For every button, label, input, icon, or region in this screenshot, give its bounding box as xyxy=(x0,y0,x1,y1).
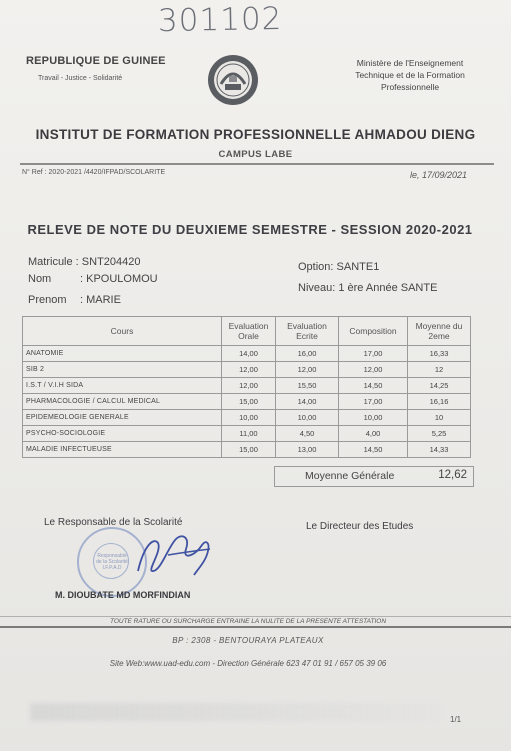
course-name: EPIDEMEOLOGIE GENERALE xyxy=(23,410,222,426)
footer-thin-rule xyxy=(0,616,511,617)
moyenne-generale-value: 12,62 xyxy=(438,469,467,481)
postal-address: BP : 2308 - BENTOURAYA PLATEAUX xyxy=(172,636,324,645)
scan-shadow xyxy=(30,703,440,721)
header-cours: Cours xyxy=(23,317,222,346)
reference-number: N° Ref : 2020-2021 /4420/IFPAD/SCOLARITE xyxy=(22,169,166,176)
composition: 14,50 xyxy=(339,442,408,458)
ministry-heading xyxy=(340,57,480,93)
ministry-line: Ministère de l'Enseignement xyxy=(356,58,464,68)
course-name: MALADIE INFECTUEUSE xyxy=(23,442,222,458)
eval-ecrite: 13,00 xyxy=(276,442,339,458)
nom-label: Nom xyxy=(28,273,52,285)
moyenne: 14,33 xyxy=(408,442,471,458)
contact-info: Site Web:www.uad-edu.com - Direction Générale 623 47 01 91 / 657 05 39 06 xyxy=(109,659,387,668)
table-header-row xyxy=(23,317,471,346)
table-row xyxy=(23,394,471,410)
grades-table xyxy=(22,316,471,458)
stamp-line: I.F.P.A.D xyxy=(102,565,122,571)
header-moyenne: Moyenne du 2eme xyxy=(408,317,471,346)
nom-value: : KPOULOMOU xyxy=(80,273,158,285)
moyenne: 12 xyxy=(408,362,471,378)
page-number: 1/1 xyxy=(450,715,462,724)
moyenne-generale-box xyxy=(274,466,474,487)
stamp-line: de la Scolarité xyxy=(96,559,128,565)
moyenne: 5,25 xyxy=(408,426,471,442)
institution-name: INSTITUT DE FORMATION PROFESSIONNELLE AHMADOU DIENG xyxy=(35,127,476,142)
header-composition: Composition xyxy=(339,317,408,346)
stamp-line: Responsable xyxy=(97,553,127,559)
republic-heading: REPUBLIQUE DE GUINEE xyxy=(26,55,166,67)
scolarite-responsible-title: Le Responsable de la Scolarité xyxy=(44,517,183,528)
eval-ecrite: 12,00 xyxy=(276,362,339,378)
nullity-warning: TOUTE RATURE OU SURCHARGE ENTRAINE LA NULITE DE LA PRESENTE ATTESTATION xyxy=(109,618,387,625)
eval-orale: 10,00 xyxy=(222,410,276,426)
document-date: le, 17/09/2021 xyxy=(410,170,468,180)
handwritten-signature xyxy=(110,525,220,585)
eval-ecrite: 4,50 xyxy=(276,426,339,442)
composition: 17,00 xyxy=(339,346,408,362)
header-eval-orale: Evaluation Orale xyxy=(222,317,276,346)
niveau: Niveau: 1 ère Année SANTE xyxy=(298,282,438,294)
course-name: ANATOMIE xyxy=(23,346,222,362)
course-name: SIB 2 xyxy=(23,362,222,378)
signer-name: M. DIOUBATE MD MORFINDIAN xyxy=(55,590,191,600)
eval-orale: 12,00 xyxy=(222,362,276,378)
composition: 17,00 xyxy=(339,394,408,410)
course-name: PSYCHO-SOCIOLOGIE xyxy=(23,426,222,442)
moyenne: 10 xyxy=(408,410,471,426)
eval-ecrite: 16,00 xyxy=(276,346,339,362)
matricule: Matricule : SNT204420 xyxy=(28,256,141,268)
table-row xyxy=(23,426,471,442)
table-row xyxy=(23,346,471,362)
prenom-label: Prenom xyxy=(28,294,67,306)
option: Option: SANTE1 xyxy=(298,261,380,273)
moyenne-generale-label: Moyenne Générale xyxy=(305,470,395,482)
prenom-value: : MARIE xyxy=(80,294,121,306)
table-row xyxy=(23,442,471,458)
table-row xyxy=(23,378,471,394)
moyenne: 16,16 xyxy=(408,394,471,410)
eval-ecrite: 15,50 xyxy=(276,378,339,394)
eval-orale: 15,00 xyxy=(222,442,276,458)
moyenne: 14,25 xyxy=(408,378,471,394)
eval-orale: 11,00 xyxy=(222,426,276,442)
table-row xyxy=(23,362,471,378)
footer-rule xyxy=(0,626,511,628)
composition: 4,00 xyxy=(339,426,408,442)
eval-ecrite: 10,00 xyxy=(276,410,339,426)
composition: 12,00 xyxy=(339,362,408,378)
course-name: PHARMACOLOGIE / CALCUL MEDICAL xyxy=(23,394,222,410)
campus-name: CAMPUS LABE xyxy=(218,149,293,160)
moyenne: 16,33 xyxy=(408,346,471,362)
national-motto: Travail - Justice - Solidarité xyxy=(38,75,123,82)
eval-ecrite: 14,00 xyxy=(276,394,339,410)
course-name: I.S.T / V.I.H SIDA xyxy=(23,378,222,394)
institution-logo xyxy=(207,54,259,106)
handwritten-number: 301102 xyxy=(157,0,283,40)
header-eval-ecrite: Evaluation Ecrite xyxy=(276,317,339,346)
ministry-line: Technique et de la Formation xyxy=(355,70,465,80)
director-title: Le Directeur des Etudes xyxy=(306,521,414,532)
ministry-line: Professionnelle xyxy=(380,82,440,92)
table-row xyxy=(23,410,471,426)
composition: 10,00 xyxy=(339,410,408,426)
composition: 14,50 xyxy=(339,378,408,394)
eval-orale: 15,00 xyxy=(222,394,276,410)
header-divider xyxy=(20,163,494,165)
eval-orale: 14,00 xyxy=(222,346,276,362)
eval-orale: 12,00 xyxy=(222,378,276,394)
document-title: RELEVE DE NOTE DU DEUXIEME SEMESTRE - SESSION 2020-2021 xyxy=(27,222,473,237)
